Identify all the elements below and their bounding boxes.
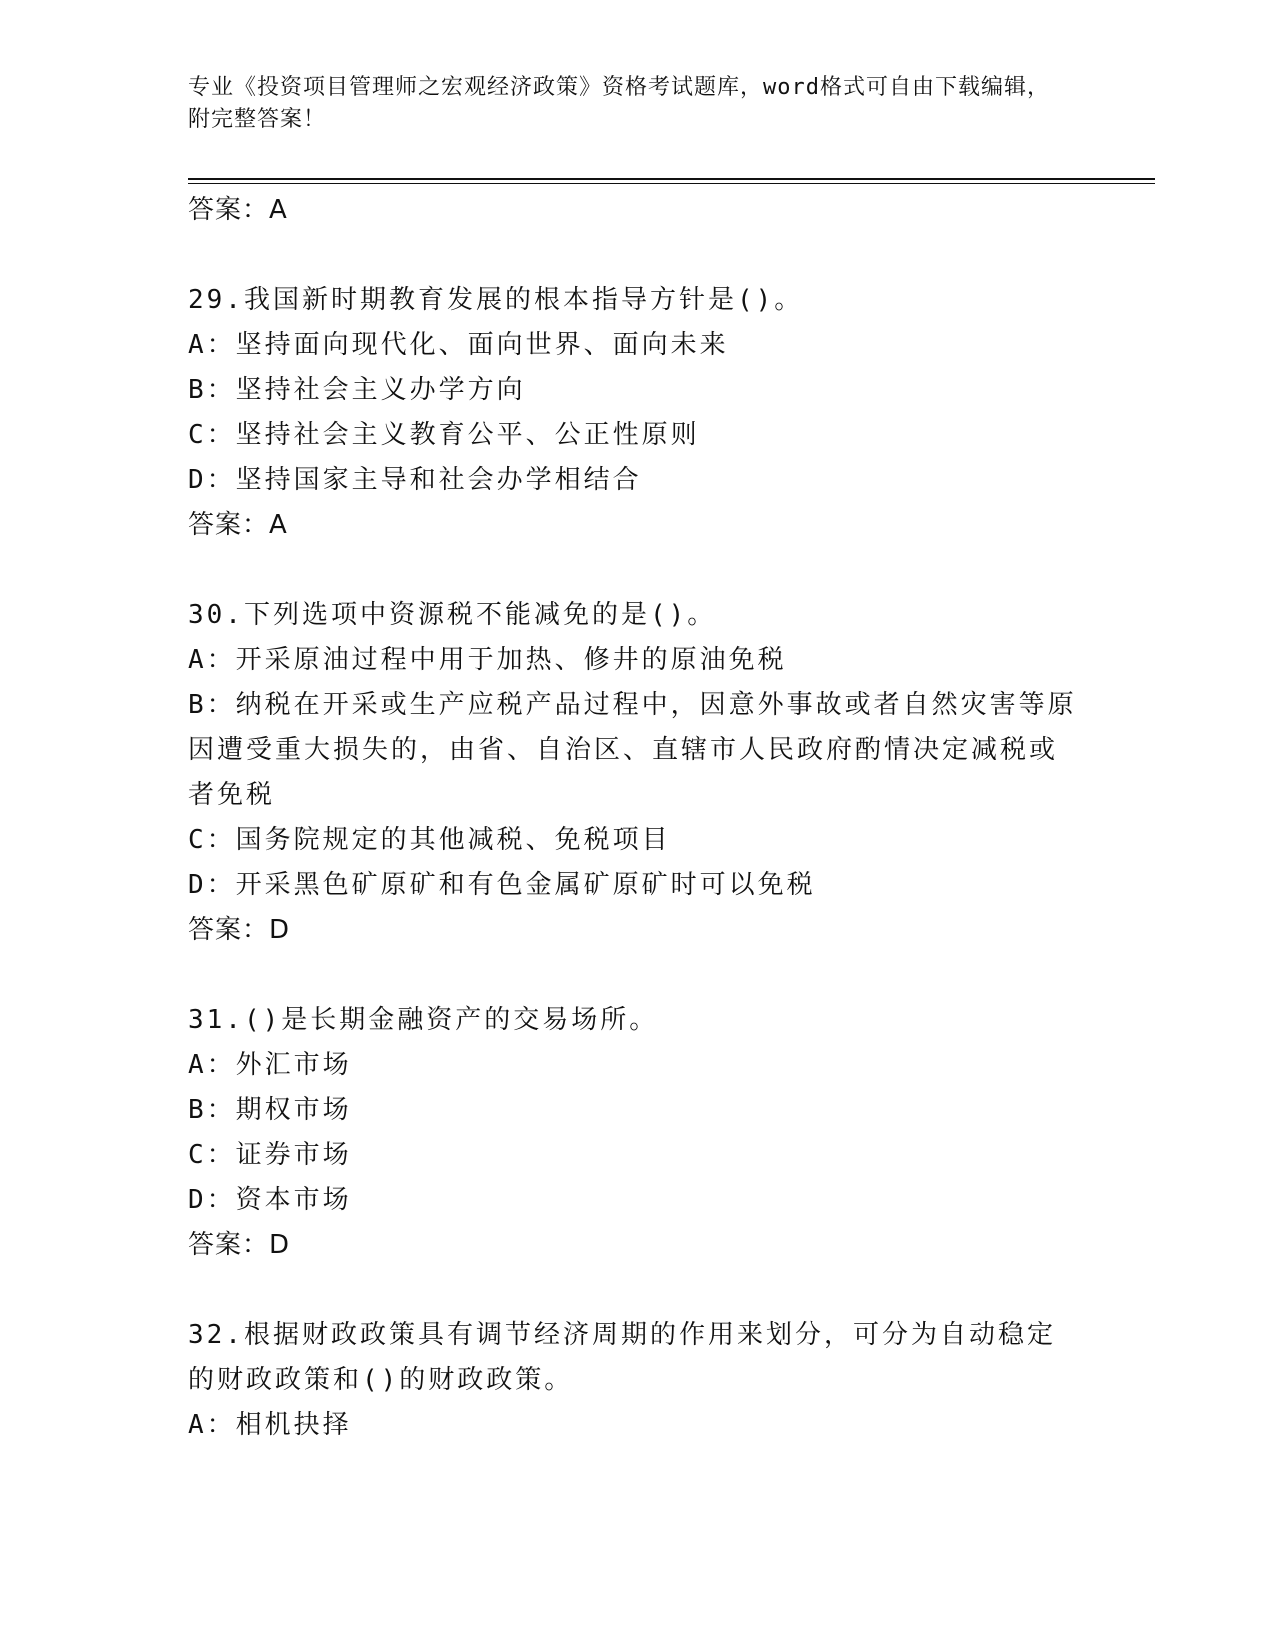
- option-b: B：坚持社会主义办学方向: [188, 375, 526, 405]
- answer-value: D: [269, 1230, 291, 1260]
- option-d: D：开采黑色矿原矿和有色金属矿原矿时可以免税: [188, 870, 816, 900]
- option-c: C：国务院规定的其他减税、免税项目: [188, 825, 671, 855]
- answer-label: 答案：: [188, 510, 270, 540]
- spacer: [188, 953, 1088, 998]
- header-divider-thin: [188, 183, 1155, 184]
- answer-line: [188, 503, 1088, 548]
- question-block: [188, 1313, 1088, 1448]
- option-c: C：证券市场: [188, 1140, 352, 1170]
- question-stem: 30.下列选项中资源税不能减免的是()。: [188, 600, 717, 630]
- option-b: B：期权市场: [188, 1095, 352, 1125]
- option-a: A：相机抉择: [188, 1410, 352, 1440]
- question-block: [188, 278, 1088, 548]
- option-b: B：纳税在开采或生产应税产品过程中，因意外事故或者自然灾害等原因遭受重大损失的，由省、自治区、直辖市人民政府酌情决定减税或者免税: [188, 690, 1077, 810]
- question-block: [188, 998, 1088, 1268]
- option-c: C：坚持社会主义教育公平、公正性原则: [188, 420, 700, 450]
- answer-label: 答案：: [188, 915, 270, 945]
- answer-value: A: [269, 510, 288, 540]
- document-header: 专业《投资项目管理师之宏观经济政策》资格考试题库，word格式可自由下载编辑，附完整答案！: [188, 75, 1050, 132]
- answer-label: 答案：: [188, 195, 270, 225]
- spacer: [188, 548, 1088, 593]
- option-a: A：外汇市场: [188, 1050, 352, 1080]
- answer-line: [188, 908, 1088, 953]
- question-list: [188, 188, 1088, 1448]
- answer-value: A: [269, 195, 288, 225]
- header-divider-thick: [188, 178, 1155, 180]
- answer-line: [188, 1223, 1088, 1268]
- answer-line: [188, 188, 1088, 233]
- option-d: D：资本市场: [188, 1185, 352, 1215]
- option-d: D：坚持国家主导和社会办学相结合: [188, 465, 642, 495]
- spacer: [188, 233, 1088, 278]
- question-stem: 32.根据财政政策具有调节经济周期的作用来划分，可分为自动稳定的财政政策和()的财政政策。: [188, 1320, 1056, 1395]
- spacer: [188, 1268, 1088, 1313]
- answer-value: D: [269, 915, 291, 945]
- question-block: [188, 593, 1088, 953]
- option-a: A：开采原油过程中用于加热、修井的原油免税: [188, 645, 787, 675]
- answer-label: 答案：: [188, 1230, 270, 1260]
- question-stem: 29.我国新时期教育发展的根本指导方针是()。: [188, 285, 804, 315]
- question-stem: 31.()是长期金融资产的交易场所。: [188, 1005, 659, 1035]
- option-a: A：坚持面向现代化、面向世界、面向未来: [188, 330, 729, 360]
